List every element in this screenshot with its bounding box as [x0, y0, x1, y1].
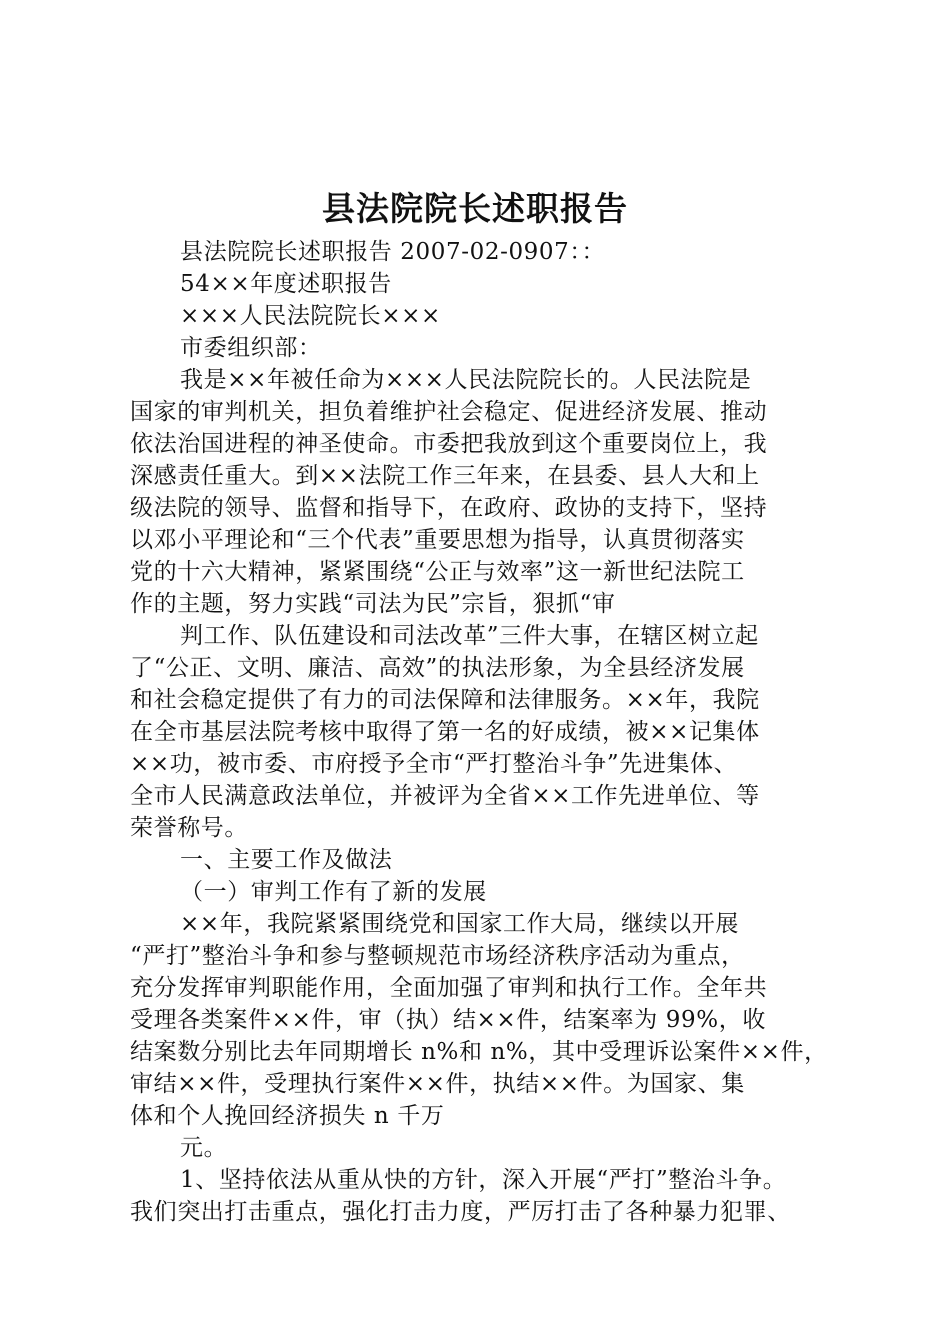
paragraph-line: 我们突出打击重点，强化打击力度，严厉打击了各种暴力犯罪、	[130, 1199, 791, 1225]
salutation-line: 市委组织部：	[180, 335, 322, 361]
paragraph-line: 元。	[180, 1135, 228, 1161]
paragraph-line: 充分发挥审判职能作用，全面加强了审判和执行工作。全年共	[130, 975, 768, 1001]
paragraph-line: 依法治国进程的神圣使命。市委把我放到这个重要岗位上，我	[130, 431, 768, 457]
paragraph-line: 和社会稳定提供了有力的司法保障和法律服务。××年，我院	[130, 687, 760, 713]
paragraph-line: 结案数分别比去年同期增长 n%和 n%，其中受理诉讼案件××件，	[130, 1039, 828, 1065]
paragraph-line: 荣誉称号。	[130, 815, 248, 841]
paragraph-line: 我是××年被任命为×××人民法院院长的。人民法院是	[180, 367, 752, 393]
paragraph-line: “严打”整治斗争和参与整顿规范市场经济秩序活动为重点，	[130, 943, 745, 969]
paragraph-line: 作的主题，努力实践“司法为民”宗旨，狠抓“审	[130, 591, 616, 617]
paragraph-line: 以邓小平理论和“三个代表”重要思想为指导，认真贯彻落实	[130, 527, 745, 553]
paragraph-line: 判工作、队伍建设和司法改革”三件大事，在辖区树立起	[180, 623, 759, 649]
paragraph-line: 国家的审判机关，担负着维护社会稳定、促进经济发展、推动	[130, 399, 768, 425]
paragraph-line: 党的十六大精神，紧紧围绕“公正与效率”这一新世纪法院工	[130, 559, 745, 585]
paragraph-line: 体和个人挽回经济损失 n 千万	[130, 1103, 445, 1129]
paragraph-line: 了“公正、文明、廉洁、高效”的执法形象，为全县经济发展	[130, 655, 745, 681]
paragraph-line: 在全市基层法院考核中取得了第一名的好成绩，被××记集体	[130, 719, 760, 745]
paragraph-line: 1、坚持依法从重从快的方针，深入开展“严打”整治斗争。	[180, 1167, 787, 1193]
paragraph-line: 全市人民满意政法单位，并被评为全省××工作先进单位、等	[130, 783, 760, 809]
document-title: 县法院院长述职报告	[322, 189, 628, 228]
paragraph-line: 深感责任重大。到××法院工作三年来，在县委、县人大和上	[130, 463, 760, 489]
paragraph-line: ××功，被市委、市府授予全市“严打整治斗争”先进集体、	[130, 751, 738, 777]
paragraph-line: 级法院的领导、监督和指导下，在政府、政协的支持下，坚持	[130, 495, 768, 521]
header-line: 县法院院长述职报告 2007-02-0907：：	[180, 239, 606, 265]
header-line: 54××年度述职报告	[180, 271, 392, 297]
header-line: ×××人民法院院长×××	[180, 303, 441, 329]
section-heading: 一、主要工作及做法	[180, 847, 393, 873]
paragraph-line: 受理各类案件××件，审（执）结××件，结案率为 99%，收	[130, 1007, 766, 1033]
subsection-heading: （一）审判工作有了新的发展	[180, 879, 487, 905]
paragraph-line: 审结××件，受理执行案件××件，执结××件。为国家、集	[130, 1071, 745, 1097]
paragraph-line: ××年，我院紧紧围绕党和国家工作大局，继续以开展	[180, 911, 739, 937]
